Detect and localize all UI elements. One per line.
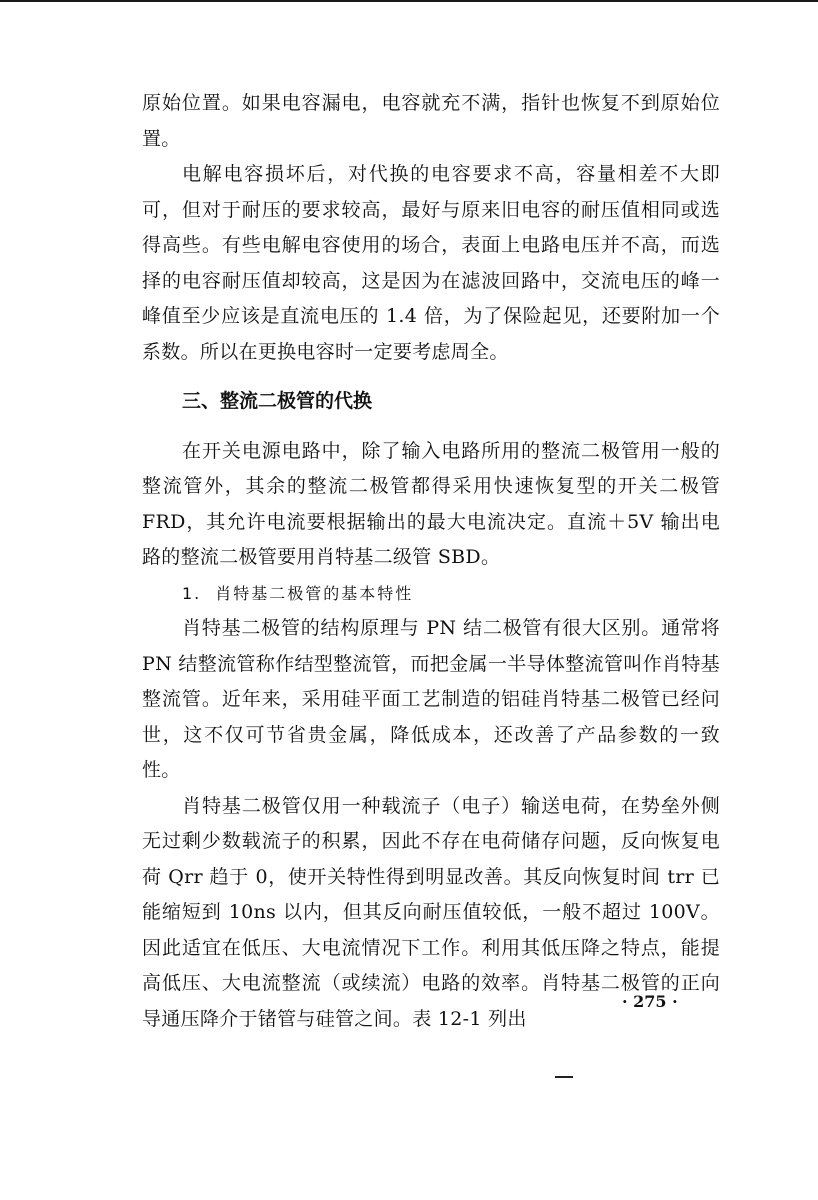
- paragraph-5: 肖特基二极管仅用一种载流子（电子）输送电荷，在势垒外侧无过剩少数载流子的积累，因此不存在电荷储存问题，反向恢复电荷 Qrr 趋于 0，使开关特性得到明显改善。其反向恢复时间 trr 已能缩短到 10ns 以内，但其反向耐压值较低，一般不超过 100V。因此适宜在低压、大电流情况下工作。利用其低压降之特点，能提高低压、大电流整流（或续流）电路的效率。肖特基二极管的正向导通压降介于锗管与硅管之间。表 12-1 列出: [142, 794, 720, 1030]
- sub-heading-text: 肖特基二极管的基本特性: [215, 583, 414, 603]
- page-number: · 275 ·: [622, 992, 678, 1011]
- sub-heading: [182, 576, 720, 612]
- sub-heading-number: 1.: [182, 583, 202, 603]
- bottom-mark: [555, 1076, 573, 1078]
- paragraph-1: 原始位置。如果电容漏电，电容就充不满，指针也恢复不到原始位置。: [142, 92, 720, 150]
- top-rule: [0, 0, 818, 2]
- paragraph-4: 肖特基二极管的结构原理与 PN 结二极管有很大区别。通常将 PN 结整流管称作结型整流管，而把金属一半导体整流管叫作肖特基整流管。近年来，采用硅平面工艺制造的铝硅肖特基二极管已经问世，这不仅可节省贵金属，降低成本，还改善了产品参数的一致性。: [142, 617, 720, 781]
- paragraph-2: 电解电容损坏后，对代换的电容要求不高，容量相差不大即可，但对于耐压的要求较高，最好与原来旧电容的耐压值相同或选得高些。有些电解电容使用的场合，表面上电路电压并不高，而选择的电容耐压值却较高，这是因为在滤波回路中，交流电压的峰一峰值至少应该是直流电压的 1.4 倍，为了保险起见，还要附加一个系数。所以在更换电容时一定要考虑周全。: [142, 163, 720, 363]
- section-heading: 三、整流二极管的代换: [182, 390, 373, 412]
- page-body: [142, 86, 720, 1037]
- paragraph-3: 在开关电源电路中，除了输入电路所用的整流二极管用一般的整流管外，其余的整流二极管都得采用快速恢复型的开关二极管 FRD，其允许电流要根据输出的最大电流决定。直流＋5V 输出电路的整流二极管要用肖特基二级管 SBD。: [142, 439, 720, 568]
